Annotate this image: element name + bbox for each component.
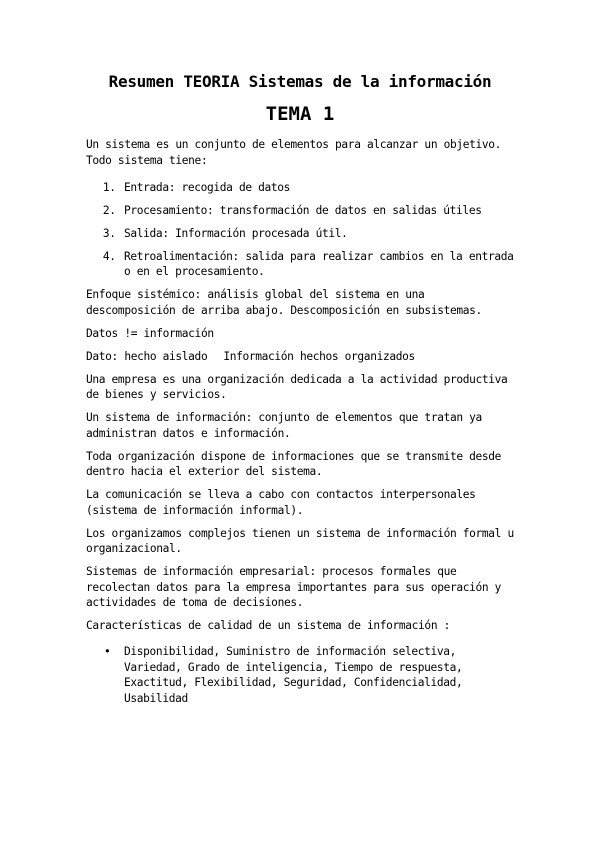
- list-item: 1. Entrada: recogida de datos: [122, 180, 516, 196]
- empresarial-paragraph: Sistemas de información empresarial: procesos formales que recolectan datos para la empresa importantes para sus operación y actividades de toma de decisiones.: [86, 565, 502, 609]
- organizamos-paragraph: Los organizamos complejos tienen un sistema de información formal u organizacional.: [86, 526, 514, 555]
- bullet-item-text: Disponibilidad, Suministro de información selectiva, Variedad, Grado de inteligencia, Tiempo de respuesta, Exactitud, Flexibilidad, Seguridad, Confidencialidad, Usabilidad: [124, 645, 463, 705]
- empresa-paragraph: Una empresa es una organización dedicada a la actividad productiva de bienes y servicios.: [86, 372, 508, 401]
- caracteristicas-heading: Características de calidad de un sistema de información :: [86, 619, 450, 632]
- intro-paragraph: Un sistema es un conjunto de elementos para alcanzar un objetivo. Todo sistema tiene:: [86, 138, 502, 167]
- bullet-icon: •: [104, 645, 111, 658]
- document-title: Resumen TEORIA Sistemas de la información: [108, 72, 492, 91]
- dato-info-definitions: [86, 349, 516, 365]
- info-definition: Información hechos organizados: [223, 349, 415, 363]
- comunicacion-paragraph: La comunicación se lleva a cabo con contactos interpersonales (sistema de información informal).: [86, 488, 476, 517]
- list-item: 4. Retroalimentación: salida para realizar cambios en la entrada o en el procesamiento.: [122, 249, 516, 280]
- dato-definition: Dato: hecho aislado: [86, 349, 208, 363]
- enfoque-paragraph: Enfoque sistémico: análisis global del sistema en una descomposición de arriba abajo. Descomposición en subsistemas.: [86, 288, 482, 317]
- document-subtitle: TEMA 1: [265, 103, 335, 125]
- datos-info-paragraph: Datos != información: [86, 326, 214, 340]
- document-body: [86, 137, 516, 706]
- bullet-list: [86, 641, 516, 706]
- sistema-info-paragraph: Un sistema de información: conjunto de elementos que tratan ya administran datos e información.: [86, 411, 482, 440]
- numbered-list: [86, 176, 516, 280]
- list-item: [104, 644, 516, 706]
- list-item: 2. Procesamiento: transformación de datos en salidas útiles: [122, 203, 516, 219]
- organizacion-paragraph: Toda organización dispone de informaciones que se transmite desde dentro hacia el exterior del sistema.: [86, 449, 502, 478]
- list-item: 3. Salida: Información procesada útil.: [122, 226, 516, 242]
